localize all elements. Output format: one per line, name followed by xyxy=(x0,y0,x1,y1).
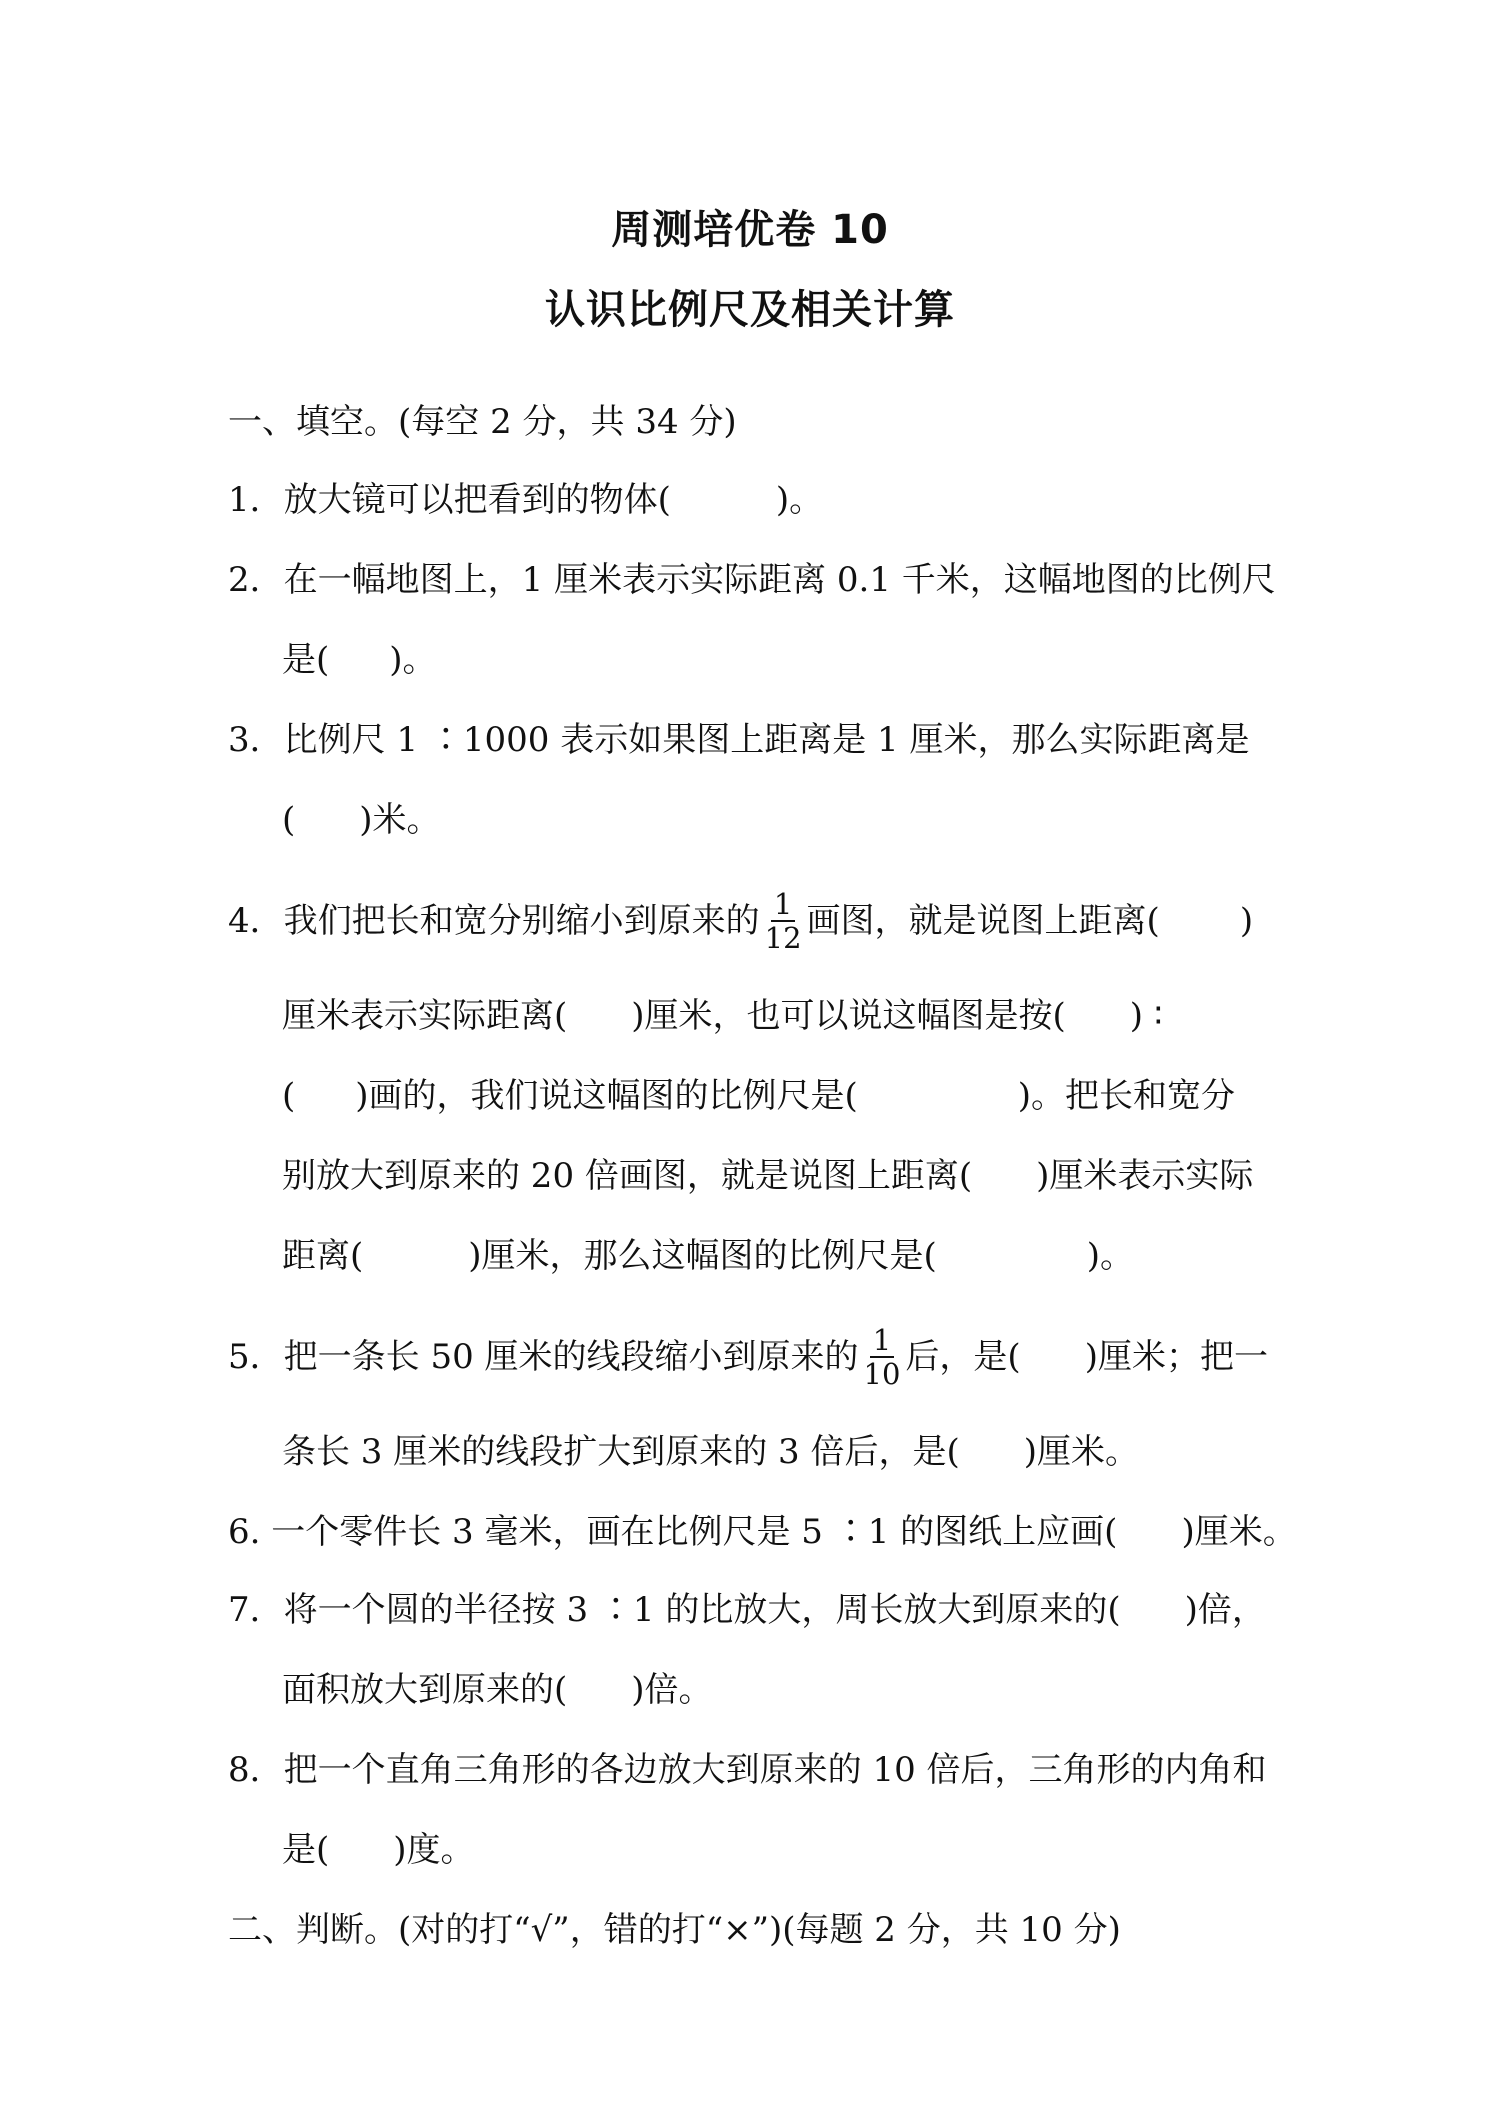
question-4-text-l: 距离( xyxy=(282,1236,364,1276)
question-7-line-1 xyxy=(228,1590,1266,1630)
question-4-text-h: )画的，我们说这幅图的比例尺是( xyxy=(355,1076,858,1116)
question-1 xyxy=(228,480,823,520)
question-3-text-b: )米。 xyxy=(359,800,441,840)
question-1-text-b: )。 xyxy=(775,480,824,520)
fraction-denominator: 12 xyxy=(764,921,802,955)
question-4-text-d: 厘米表示实际距离( xyxy=(282,996,568,1036)
question-4-line-2 xyxy=(282,996,1163,1036)
question-5-line-1 xyxy=(228,1323,1268,1392)
question-5-line-2 xyxy=(282,1432,1139,1472)
question-4-text-m: )厘米，那么这幅图的比例尺是( xyxy=(468,1236,937,1276)
question-4-text-f: ) ∶ xyxy=(1129,996,1163,1036)
question-3-line-1: 3．比例尺 1 ∶1000 表示如果图上距离是 1 厘米，那么实际距离是 xyxy=(228,720,1250,760)
question-7-text-c: 面积放大到原来的( xyxy=(282,1670,568,1710)
question-1-text-a: 1．放大镜可以把看到的物体( xyxy=(228,480,671,520)
question-3-text-a: ( xyxy=(282,800,296,840)
question-6 xyxy=(228,1512,1297,1552)
question-4-text-e: )厘米，也可以说这幅图是按( xyxy=(631,996,1066,1036)
question-5-text-d: 条长 3 厘米的线段扩大到原来的 3 倍后，是( xyxy=(282,1432,960,1472)
question-5-text-b: 后，是( xyxy=(905,1337,1021,1377)
question-8-text-a: 是( xyxy=(282,1830,330,1870)
question-4-text-g: ( xyxy=(282,1076,296,1116)
question-8-line-2 xyxy=(282,1830,475,1870)
question-6-text-a: 6. 一个零件长 3 毫米，画在比例尺是 5 ∶1 的图纸上应画( xyxy=(228,1512,1118,1552)
question-2-line-1: 2．在一幅地图上，1 厘米表示实际距离 0.1 千米，这幅地图的比例尺 xyxy=(228,560,1276,600)
question-4-text-a: 4．我们把长和宽分别缩小到原来的 xyxy=(228,901,760,941)
question-7-text-b: )倍， xyxy=(1184,1590,1266,1630)
section-2-heading: 二、判断。(对的打“√”，错的打“×”)(每题 2 分，共 10 分) xyxy=(228,1910,1121,1950)
worksheet-title: 周测培优卷 10 xyxy=(611,207,889,253)
fraction-numerator: 1 xyxy=(771,888,795,922)
question-4-text-i: )。把长和宽分 xyxy=(1017,1076,1236,1116)
question-4-text-j: 别放大到原来的 20 倍画图，就是说图上距离( xyxy=(282,1156,973,1196)
question-7-line-2 xyxy=(282,1670,713,1710)
fraction-one-tenth xyxy=(861,1324,904,1390)
fraction-numerator: 1 xyxy=(870,1324,894,1358)
question-4-line-1 xyxy=(228,887,1254,956)
question-4-line-4 xyxy=(282,1156,1253,1196)
fraction-one-twelfth xyxy=(762,888,805,954)
question-4-text-c: ) xyxy=(1239,901,1254,941)
question-4-line-3 xyxy=(282,1076,1235,1116)
question-4-text-n: )。 xyxy=(1086,1236,1135,1276)
question-2-line-2 xyxy=(282,640,437,680)
question-2-text-a: 是( xyxy=(282,640,330,680)
question-5-text-a: 5．把一条长 50 厘米的线段缩小到原来的 xyxy=(228,1337,859,1377)
question-4-text-k: )厘米表示实际 xyxy=(1036,1156,1254,1196)
worksheet-subtitle: 认识比例尺及相关计算 xyxy=(545,287,955,333)
question-8-text-b: )度。 xyxy=(393,1830,475,1870)
question-5-text-c: )厘米；把一 xyxy=(1084,1337,1268,1377)
fraction-denominator: 10 xyxy=(863,1357,901,1391)
question-5-text-e: )厘米。 xyxy=(1023,1432,1140,1472)
question-4-line-5 xyxy=(282,1236,1134,1276)
question-2-text-b: )。 xyxy=(389,640,437,680)
section-1-heading: 一、填空。(每空 2 分，共 34 分) xyxy=(228,402,737,442)
question-4-text-b: 画图，就是说图上距离( xyxy=(806,901,1160,941)
question-7-text-d: )倍。 xyxy=(631,1670,713,1710)
question-3-line-2 xyxy=(282,800,441,840)
question-6-text-b: )厘米。 xyxy=(1181,1512,1297,1552)
question-7-text-a: 7．将一个圆的半径按 3 ∶1 的比放大，周长放大到原来的( xyxy=(228,1590,1121,1630)
question-8-line-1: 8．把一个直角三角形的各边放大到原来的 10 倍后，三角形的内角和 xyxy=(228,1750,1267,1790)
